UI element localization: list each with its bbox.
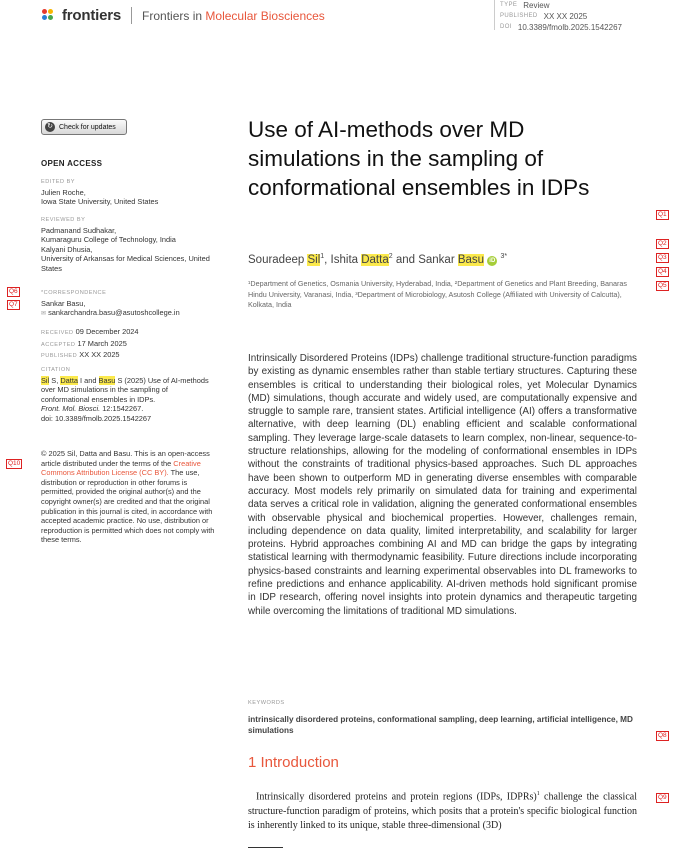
meta-doi: DOI 10.3389/fmolb.2025.1542267 bbox=[500, 23, 622, 32]
author-list: Souradeep Sil$^1$, Ishita Datta$^2$ and Sankar Basu iD $^{3*}$ bbox=[248, 253, 508, 266]
edited-by-block bbox=[41, 178, 221, 207]
reviewer-name: Padmanand Sudhakar, bbox=[41, 225, 117, 235]
article-title: Use of AI-methods over MD simulations in the sampling of conformational ensembles in IDPs bbox=[248, 117, 590, 200]
author-name[interactable]: Basu bbox=[457, 253, 485, 266]
check-for-updates-button[interactable] bbox=[41, 119, 127, 135]
author-name[interactable]: Datta bbox=[361, 253, 389, 266]
open-access-label: OPEN ACCESS bbox=[41, 159, 103, 168]
query-marker[interactable]: Q2 bbox=[658, 240, 667, 247]
check-updates-label: Check for updates bbox=[59, 123, 116, 131]
journal-name[interactable]: Frontiers in Molecular Biosciences bbox=[142, 8, 325, 23]
refresh-icon: ↻ bbox=[45, 122, 55, 132]
accepted-date: 17 March 2025 bbox=[77, 338, 127, 348]
query-marker[interactable]: Q8 bbox=[658, 732, 667, 739]
edited-by-label: EDITED BY bbox=[41, 179, 76, 185]
editor-name: Julien Roche, bbox=[41, 187, 86, 197]
section-heading-introduction: 1 Introduction bbox=[248, 754, 339, 771]
query-marker[interactable]: Q9 bbox=[658, 794, 667, 801]
query-marker[interactable]: Q3 bbox=[658, 254, 667, 261]
copyright-block: © 2025 Sil, Datta and Basu. This is an open-access article distributed under the terms of the Creative Commons Attribution License (CC BY). The use, distribution or reproduction in other forums is permitted, provided the original author(s) and the copyright owner(s) are credited and that the original publication in this journal is cited, in accordance with accepted academic practice. No use, distribution or reproduction is permitted which does not comply with these terms. bbox=[41, 449, 215, 545]
brand-name[interactable]: frontiers bbox=[62, 7, 122, 24]
meta-published: PUBLISHED XX XX 2025 bbox=[500, 12, 588, 21]
citation-label: CITATION bbox=[41, 367, 71, 373]
correspondence-label: *CORRESPONDENCE bbox=[41, 290, 107, 296]
reviewer-affiliation: Kumaraguru College of Technology, India bbox=[41, 235, 176, 245]
reviewed-by-label: REVIEWED BY bbox=[41, 217, 86, 223]
footnote-rule bbox=[248, 847, 283, 848]
author-name[interactable]: Sil bbox=[307, 253, 321, 266]
introduction-paragraph: Intrinsically disordered proteins and protein regions (IDPs, IDPRs)$^1$ challenge the classical structure-function paradigm of proteins, which posits that a protein's specific biological function is inherently linked to its unique, stable three-dimensional (3D) bbox=[248, 791, 637, 832]
keywords: intrinsically disordered proteins, conformational sampling, deep learning, artificial intelligence, MD simulations bbox=[248, 715, 633, 735]
journal-header bbox=[42, 7, 325, 24]
meta-divider bbox=[494, 0, 495, 30]
orcid-icon[interactable]: iD bbox=[489, 257, 496, 264]
affiliations: ¹Department of Genetics, Osmania University, Hyderabad, India, ²Department of Genetics and Plant Breeding, Banaras Hindu University, Varanasi, India, ³Department of Microbiology, Asutosh College (Affiliated with University of Calcutta), Kolkata, India bbox=[248, 279, 627, 309]
query-marker[interactable]: Q7 bbox=[9, 301, 18, 308]
meta-type: TYPE Review bbox=[500, 1, 550, 10]
citation-block: CITATION Sil S, Datta I and Basu S (2025) Use of AI-methods over MD simulations in the sampling of conformational ensembles in IDPs. Front. Mol. Biosci. 12:1542267. doi: 10.3389/fmolb.2025.1542267 bbox=[41, 366, 211, 424]
frontiers-logo-icon bbox=[42, 9, 56, 23]
query-marker[interactable]: Q6 bbox=[9, 288, 18, 295]
query-marker[interactable]: Q10 bbox=[8, 460, 21, 467]
received-date: 09 December 2024 bbox=[75, 327, 139, 336]
keywords-label: KEYWORDS bbox=[248, 700, 285, 706]
reviewed-by-block bbox=[41, 216, 221, 274]
citation-doi[interactable]: doi: 10.3389/fmolb.2025.1542267 bbox=[41, 413, 152, 423]
query-marker[interactable]: Q5 bbox=[658, 282, 667, 289]
published-date: XX XX 2025 bbox=[79, 350, 120, 360]
correspondent-name: Sankar Basu, bbox=[41, 298, 86, 308]
email-icon: ✉ bbox=[41, 311, 47, 318]
reviewer-name: Kalyani Dhusia, bbox=[41, 244, 93, 254]
correspondent-email[interactable]: sankarchandra.basu@asutoshcollege.in bbox=[48, 308, 180, 318]
reviewer-affiliation: University of Arkansas for Medical Sciences, United States bbox=[41, 254, 210, 273]
dates-block: RECEIVED 09 December 2024 ACCEPTED 17 March 2025 PUBLISHED XX XX 2025 bbox=[41, 327, 139, 360]
abstract: Intrinsically Disordered Proteins (IDPs) challenge traditional structure-function paradigms by existing as dynamic ensembles rather than stable tertiary structures. Capturing these ensembles is critical to understanding their biological roles, yet Molecular Dynamics (MD) simulations, though accurate and widely used, are computationally expensive and struggle to sample rare, transient states. Artificial intelligence (AI) offers a transformative alternative, with deep learning (DL) enabling efficient and scalable conformational sampling. They leverage large-scale datasets to learn complex, non-linear, sequence-to-structure relationships, allowing for the modeling of conformational ensembles in IDPs without the constraints of traditional physics-based approaches. Such DL approaches have been shown to outperform MD in generating diverse ensembles with comparable accuracy. Most models rely primarily on simulated data for training and experimental data serves a critical role in validation, aligning the generated conformational ensembles with observable physical and biochemical properties. However, challenges remain, including dependence on data quality, limited interpretability, and scalability for larger proteins. Hybrid approaches combining AI and MD can bridge the gaps by integrating statistical learning with thermodynamic feasibility. Future directions include incorporating physics-based constraints and learning experimental observables into DL frameworks to refine predictions and enhance applicability. AI-driven methods hold significant promise in IDP research, offering novel insights into protein dynamics and therapeutic targeting while overcoming the limitations of traditional MD simulations. bbox=[248, 353, 637, 617]
header-divider bbox=[131, 7, 132, 24]
query-marker[interactable]: Q4 bbox=[658, 268, 667, 275]
footnote-ref[interactable]: 1 bbox=[536, 791, 540, 797]
article-meta bbox=[500, 0, 622, 33]
editor-affiliation: Iowa State University, United States bbox=[41, 197, 159, 207]
license-link[interactable]: Creative Commons Attribution License (CC BY). bbox=[41, 458, 201, 478]
correspondence-block bbox=[41, 289, 221, 320]
query-marker[interactable]: Q1 bbox=[658, 211, 667, 218]
